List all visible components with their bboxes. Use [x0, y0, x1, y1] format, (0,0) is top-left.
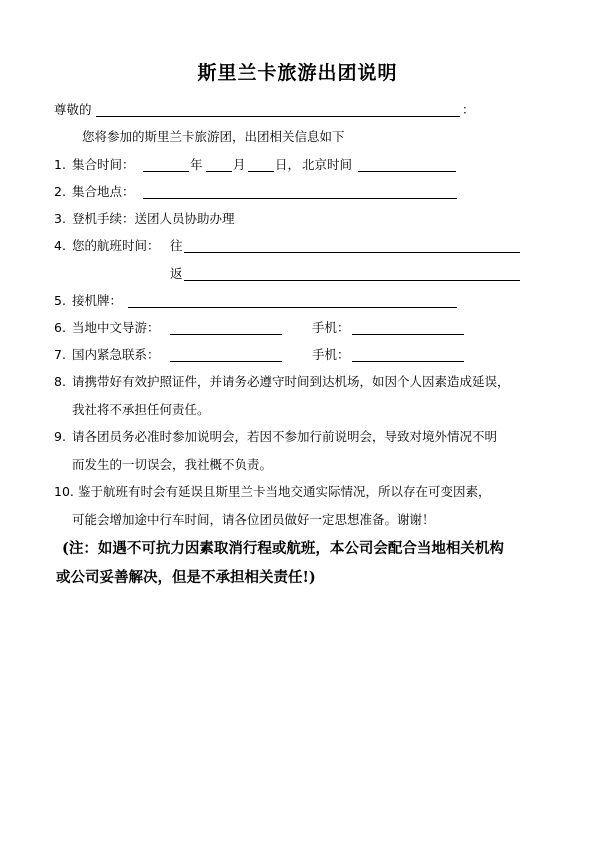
item-8-line2: 我社将不承担任何责任。: [72, 402, 210, 417]
item-number: 1.: [54, 157, 66, 172]
disclaimer-line2: 或公司妥善解决，但是不承担相关责任!): [56, 569, 316, 586]
item-10-line1: 鉴于航班有时会有延误且斯里兰卡当地交通实际情况，所以存在可变因素，: [78, 484, 491, 499]
item-number: 5.: [54, 293, 66, 308]
guide-phone-field[interactable]: [352, 334, 464, 335]
flight-time-label: 您的航班时间：: [72, 238, 160, 253]
salutation-colon: ：: [462, 102, 475, 117]
year-label: 年: [190, 157, 203, 172]
guide-phone-label: 手机：: [312, 320, 350, 335]
salutation-label: 尊敬的: [54, 102, 92, 117]
year-field[interactable]: [143, 171, 189, 172]
local-guide-field[interactable]: [170, 334, 282, 335]
item-number: 6.: [54, 320, 66, 335]
beijing-time-field[interactable]: [358, 171, 456, 172]
item-number: 2.: [54, 184, 66, 199]
item-number: 9.: [54, 429, 66, 444]
check-in-label: 登机手续：送团人员协助办理: [72, 211, 235, 226]
item-number: 4.: [54, 238, 66, 253]
item-10-line2: 可能会增加途中行车时间，请各位团员做好一定思想准备。谢谢！: [72, 512, 435, 527]
beijing-time-label: 北京时间: [302, 157, 353, 172]
emergency-contact-label: 国内紧急联系：: [72, 347, 160, 362]
pickup-sign-field[interactable]: [128, 307, 457, 308]
disclaimer-line1: (注：如遇不可抗力因素取消行程或航班，本公司会配合当地相关机构: [62, 540, 504, 557]
item-number: 3.: [54, 211, 66, 226]
item-number: 8.: [54, 374, 66, 389]
return-label: 返: [170, 266, 183, 281]
emergency-phone-label: 手机：: [312, 347, 350, 362]
month-field[interactable]: [206, 171, 232, 172]
item-8-line1: 请携带好有效护照证件，并请务必遵守时间到达机场，如因个人因素造成延误，: [72, 374, 510, 389]
emergency-contact-field[interactable]: [170, 361, 282, 362]
local-guide-label: 当地中文导游：: [72, 320, 160, 335]
item-number: 10.: [54, 484, 74, 499]
month-label: 月: [233, 157, 246, 172]
pickup-sign-label: 接机牌：: [72, 293, 123, 308]
return-flight-field[interactable]: [184, 280, 520, 281]
item-9-line2: 而发生的一切误会，我社概不负责。: [72, 457, 273, 472]
emergency-phone-field[interactable]: [352, 361, 464, 362]
outbound-label: 往: [170, 238, 183, 253]
item-9-line1: 请各团员务必准时参加说明会，若因不参加行前说明会，导致对境外情况不明: [72, 429, 498, 444]
page-title: 斯里兰卡旅游出团说明: [197, 62, 398, 84]
item-number: 7.: [54, 347, 66, 362]
assembly-time-label: 集合时间：: [72, 157, 135, 172]
outbound-flight-field[interactable]: [184, 252, 520, 253]
recipient-name-field[interactable]: [96, 116, 460, 117]
day-label: 日，: [275, 157, 301, 172]
assembly-place-label: 集合地点：: [72, 184, 135, 199]
day-field[interactable]: [248, 171, 274, 172]
intro-text: 您将参加的斯里兰卡旅游团，出团相关信息如下: [82, 129, 345, 144]
assembly-place-field[interactable]: [143, 198, 457, 199]
